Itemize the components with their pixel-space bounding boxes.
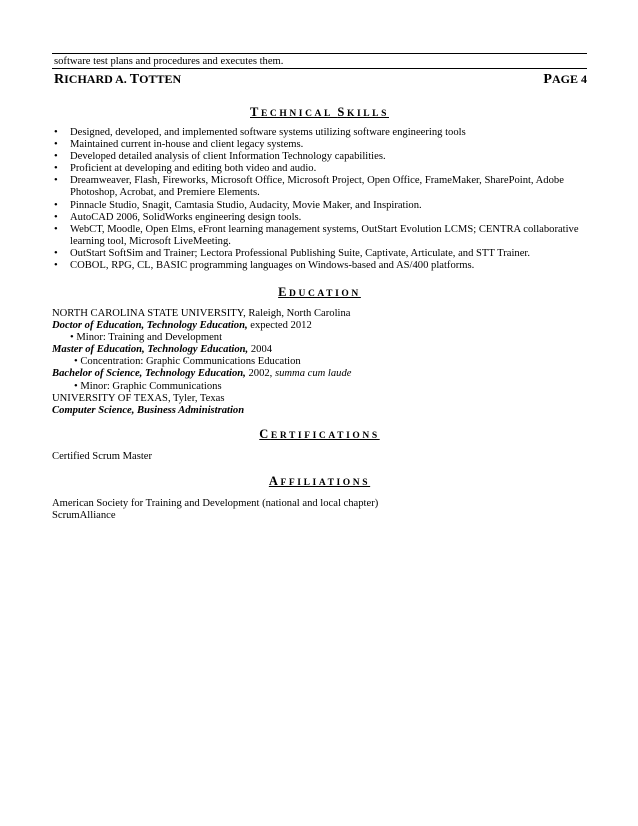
- skill-text: Dreamweaver, Flash, Fireworks, Microsoft Office, Microsoft Project, Open Office, FrameMaker, SharePoint, Adobe: [70, 175, 564, 187]
- education-block: [52, 308, 587, 417]
- skill-text: WebCT, Moodle, Open Elms, eFront learning management systems, OutStart Evolution LCMS; CENTRA collaborative: [70, 223, 579, 235]
- technical-skills-heading: TECHNICAL SKILLS: [250, 105, 389, 119]
- school-ut-tyler: UNIVERSITY OF TEXAS, Tyler, Texas: [52, 392, 225, 404]
- page-number: PAGE 4: [543, 72, 587, 87]
- skill-text: Photoshop, Acrobat, and Premiere Elements.: [70, 187, 260, 199]
- affiliation-item: ScrumAlliance: [52, 510, 116, 522]
- skill-item: [52, 127, 587, 139]
- skill-item: [52, 139, 587, 151]
- degree-bachelors: Bachelor of Science, Technology Education, 2002, summa cum laude: [52, 368, 352, 380]
- skill-item: [52, 212, 587, 224]
- affiliations-heading: AFFILIATIONS: [268, 474, 371, 488]
- skill-item: [52, 163, 587, 175]
- skill-text: AutoCAD 2006, SolidWorks engineering design tools.: [70, 211, 302, 223]
- skill-text: learning tool, Microsoft LiveMeeting.: [70, 235, 231, 247]
- degree-doctorate-minor: • Minor: Training and Development: [70, 332, 223, 344]
- degree-bachelors-minor: • Minor: Graphic Communications: [74, 380, 222, 392]
- certification-item: Certified Scrum Master: [52, 451, 153, 462]
- top-divider: [52, 53, 587, 54]
- bullet-icon: •: [54, 211, 58, 223]
- bullet-icon: •: [54, 163, 58, 175]
- skill-item: [52, 260, 587, 272]
- school-ncsu: NORTH CAROLINA STATE UNIVERSITY, Raleigh, North Carolina: [52, 308, 351, 319]
- bullet-icon: •: [54, 139, 58, 151]
- skill-text: Pinnacle Studio, Snagit, Camtasia Studio, Audacity, Movie Maker, and Inspiration.: [70, 199, 422, 211]
- certifications-block: [52, 451, 587, 463]
- bullet-icon: •: [54, 199, 58, 211]
- technical-skills-list: [52, 127, 587, 272]
- skill-item: [52, 248, 587, 260]
- certifications-heading: CERTIFICATIONS: [259, 427, 380, 441]
- skill-item: [52, 224, 587, 248]
- affiliations-block: [52, 498, 587, 522]
- skill-text: Maintained current in-house and client legacy systems.: [70, 139, 304, 151]
- bullet-icon: •: [54, 127, 58, 138]
- skill-text: Developed detailed analysis of client Information Technology capabilities.: [70, 151, 386, 163]
- bullet-icon: •: [54, 247, 58, 259]
- skill-text: OutStart SoftSim and Trainer; Lectora Professional Publishing Suite, Captivate, Articulate, and STT Trainer.: [70, 247, 531, 259]
- carryover-text: software test plans and procedures and executes them.: [54, 56, 284, 67]
- skill-text: Proficient at developing and editing both video and audio.: [70, 163, 317, 175]
- degree-masters-concentration: • Concentration: Graphic Communications Education: [74, 356, 301, 368]
- education-heading: EDUCATION: [278, 285, 361, 299]
- bullet-icon: •: [54, 151, 58, 163]
- bullet-icon: •: [54, 260, 58, 272]
- degree-computer-science: Computer Science, Business Administration: [52, 404, 245, 416]
- skill-item: [52, 175, 587, 199]
- affiliation-item: American Society for Training and Development (national and local chapter): [52, 498, 379, 509]
- degree-masters: Master of Education, Technology Education, 2004: [52, 344, 273, 356]
- bullet-icon: •: [54, 175, 58, 187]
- degree-doctorate: Doctor of Education, Technology Education, expected 2012: [52, 320, 312, 332]
- skill-text: Designed, developed, and implemented software systems utilizing software engineering tools: [70, 127, 466, 138]
- bullet-icon: •: [54, 223, 58, 235]
- header-divider: [52, 68, 587, 69]
- skill-item: [52, 151, 587, 163]
- skill-item: [52, 200, 587, 212]
- skill-text: COBOL, RPG, CL, BASIC programming languages on Windows-based and AS/400 platforms.: [70, 260, 475, 272]
- applicant-name: RICHARD A. TOTTEN: [54, 72, 182, 87]
